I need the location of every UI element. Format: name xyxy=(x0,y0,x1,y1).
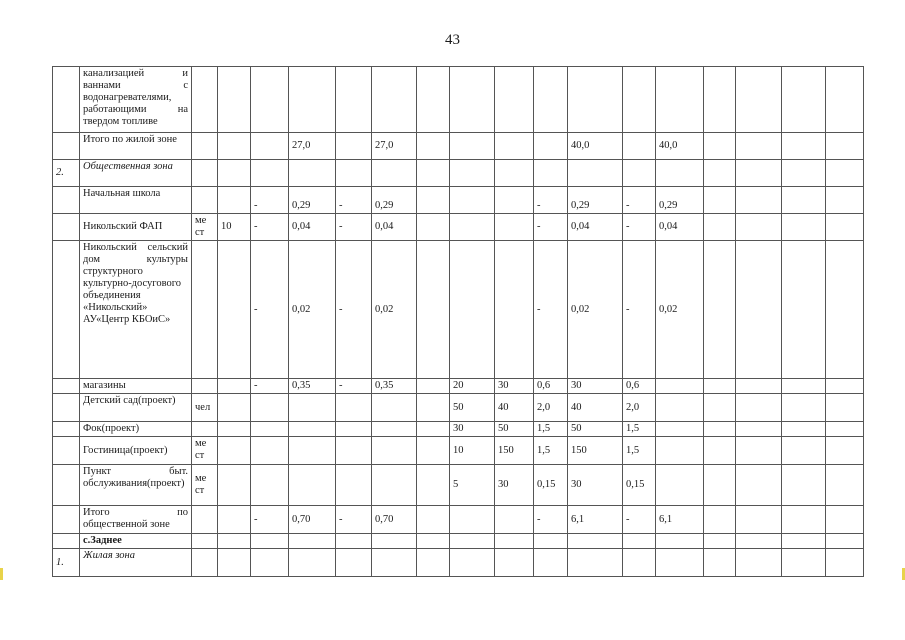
table-cell xyxy=(826,422,864,437)
data-table xyxy=(52,66,864,577)
table-cell xyxy=(495,549,534,577)
table-cell xyxy=(704,214,736,241)
table-cell xyxy=(826,133,864,160)
table-cell xyxy=(417,394,450,422)
table-cell xyxy=(736,187,782,214)
table-cell xyxy=(704,160,736,187)
table-cell xyxy=(568,160,623,187)
table-cell xyxy=(53,437,80,465)
table-cell xyxy=(417,534,450,549)
table-cell: 2. xyxy=(53,160,80,187)
table-cell: 40 xyxy=(568,394,623,422)
table-cell xyxy=(534,160,568,187)
table-row xyxy=(53,187,864,214)
table-cell xyxy=(417,214,450,241)
table-cell xyxy=(372,160,417,187)
table-cell xyxy=(826,549,864,577)
table-cell xyxy=(372,465,417,506)
table-cell: 2,0 xyxy=(534,394,568,422)
table-cell xyxy=(534,534,568,549)
table-cell xyxy=(623,549,656,577)
table-cell xyxy=(53,241,80,379)
table-cell xyxy=(336,394,372,422)
table-cell xyxy=(704,394,736,422)
table-cell: 2,0 xyxy=(623,394,656,422)
table-cell xyxy=(372,549,417,577)
table-cell xyxy=(53,187,80,214)
table-cell xyxy=(336,133,372,160)
table-cell xyxy=(495,160,534,187)
table-cell: 0,29 xyxy=(372,187,417,214)
table-cell xyxy=(289,549,336,577)
table-cell: - xyxy=(251,506,289,534)
table-cell: 1,5 xyxy=(534,437,568,465)
table-cell xyxy=(53,394,80,422)
table-cell xyxy=(417,187,450,214)
table-cell: 1,5 xyxy=(623,437,656,465)
table-cell xyxy=(417,549,450,577)
table-cell xyxy=(336,534,372,549)
table-cell: магазины xyxy=(80,379,192,394)
table-cell: Гостиница(проект) xyxy=(80,437,192,465)
table-cell xyxy=(736,214,782,241)
table-cell xyxy=(417,67,450,133)
table-cell: - xyxy=(623,506,656,534)
table-cell xyxy=(826,437,864,465)
table-cell xyxy=(289,534,336,549)
table-cell xyxy=(495,534,534,549)
table-cell: 0,35 xyxy=(372,379,417,394)
table-cell xyxy=(704,187,736,214)
table-cell xyxy=(417,379,450,394)
table-cell: - xyxy=(251,214,289,241)
table-row xyxy=(53,422,864,437)
table-cell xyxy=(704,379,736,394)
table-cell xyxy=(656,67,704,133)
table-cell: Никольский ФАП xyxy=(80,214,192,241)
table-cell xyxy=(251,437,289,465)
table-row xyxy=(53,394,864,422)
table-cell xyxy=(656,534,704,549)
table-cell xyxy=(218,506,251,534)
table-cell xyxy=(192,422,218,437)
table-cell: 0,02 xyxy=(568,241,623,379)
table-cell xyxy=(782,422,826,437)
table-cell: 0,02 xyxy=(656,241,704,379)
table-cell: 30 xyxy=(568,465,623,506)
table-cell: 0,35 xyxy=(289,379,336,394)
table-cell xyxy=(450,160,495,187)
page-number: 43 xyxy=(445,32,460,48)
table-cell: Детский сад(проект) xyxy=(80,394,192,422)
table-cell xyxy=(826,379,864,394)
table-cell xyxy=(704,549,736,577)
table-cell xyxy=(218,241,251,379)
table-cell: 1,5 xyxy=(623,422,656,437)
table-cell xyxy=(826,465,864,506)
table-cell: ме ст xyxy=(192,465,218,506)
table-cell xyxy=(704,465,736,506)
table-cell xyxy=(534,549,568,577)
table-row xyxy=(53,534,864,549)
table-cell xyxy=(192,549,218,577)
table-cell xyxy=(336,160,372,187)
table-cell: 0,6 xyxy=(623,379,656,394)
table-cell xyxy=(192,506,218,534)
table-cell xyxy=(826,506,864,534)
table-cell xyxy=(450,241,495,379)
table-cell: - xyxy=(336,379,372,394)
table-cell xyxy=(656,422,704,437)
table-cell: Общественная зона xyxy=(80,160,192,187)
table-cell xyxy=(251,465,289,506)
table-cell xyxy=(218,160,251,187)
table-cell xyxy=(336,422,372,437)
table-cell xyxy=(417,437,450,465)
table-cell xyxy=(372,67,417,133)
table-cell: Жилая зона xyxy=(80,549,192,577)
table-cell xyxy=(495,187,534,214)
table-cell: 0,15 xyxy=(623,465,656,506)
table-cell: - xyxy=(623,241,656,379)
table-cell xyxy=(704,67,736,133)
table-cell xyxy=(495,133,534,160)
table-cell: ме ст xyxy=(192,214,218,241)
table-cell: 0,02 xyxy=(372,241,417,379)
table-cell xyxy=(736,394,782,422)
table-cell xyxy=(534,67,568,133)
table-cell xyxy=(53,214,80,241)
table-cell xyxy=(568,549,623,577)
table-cell xyxy=(736,422,782,437)
table-cell xyxy=(251,133,289,160)
table-cell xyxy=(826,241,864,379)
table-cell xyxy=(782,465,826,506)
table-cell xyxy=(53,534,80,549)
table-cell xyxy=(736,67,782,133)
table-cell xyxy=(218,465,251,506)
table-row xyxy=(53,133,864,160)
table-cell: 0,04 xyxy=(656,214,704,241)
table-cell: 50 xyxy=(450,394,495,422)
table-cell: канализацией и ваннами с водонагревателями, работающими на твердом топливе xyxy=(80,67,192,133)
table-cell xyxy=(782,67,826,133)
table-cell: 5 xyxy=(450,465,495,506)
table-cell xyxy=(218,187,251,214)
table-cell: 1,5 xyxy=(534,422,568,437)
table-cell xyxy=(450,133,495,160)
table-cell: - xyxy=(336,506,372,534)
table-cell: 0,04 xyxy=(372,214,417,241)
table-cell xyxy=(417,506,450,534)
table-cell xyxy=(704,534,736,549)
table-cell xyxy=(289,160,336,187)
table-row xyxy=(53,241,864,379)
table-cell xyxy=(417,160,450,187)
table-cell: Итого по жилой зоне xyxy=(80,133,192,160)
table-cell: 0,70 xyxy=(289,506,336,534)
table-cell xyxy=(736,437,782,465)
table-cell: 0,02 xyxy=(289,241,336,379)
table-cell xyxy=(656,379,704,394)
table-cell xyxy=(251,422,289,437)
table-cell xyxy=(782,549,826,577)
table-row xyxy=(53,506,864,534)
table-cell xyxy=(336,549,372,577)
table-cell xyxy=(736,465,782,506)
table-cell xyxy=(736,379,782,394)
table-cell xyxy=(656,437,704,465)
table-cell: 1. xyxy=(53,549,80,577)
table-cell: Никольский сельский дом культуры структурного культурно-досугового объединения «Никольский» АУ«Центр КБОиС» xyxy=(80,241,192,379)
table-cell xyxy=(623,160,656,187)
table-cell: - xyxy=(251,379,289,394)
table-cell xyxy=(336,437,372,465)
table-cell xyxy=(218,394,251,422)
table-cell: - xyxy=(534,241,568,379)
table-cell xyxy=(736,534,782,549)
table-cell xyxy=(782,187,826,214)
table-cell xyxy=(826,214,864,241)
table-cell: 50 xyxy=(568,422,623,437)
table-cell: Пункт быт. обслуживания(проект) xyxy=(80,465,192,506)
table-cell: 50 xyxy=(495,422,534,437)
table-cell xyxy=(736,241,782,379)
table-cell xyxy=(417,133,450,160)
table-cell xyxy=(568,534,623,549)
table-cell xyxy=(251,160,289,187)
table-cell xyxy=(192,133,218,160)
table-cell xyxy=(289,465,336,506)
table-cell xyxy=(782,133,826,160)
table-cell: 20 xyxy=(450,379,495,394)
table-cell: 40,0 xyxy=(656,133,704,160)
table-cell: чел xyxy=(192,394,218,422)
table-cell xyxy=(782,214,826,241)
table-row xyxy=(53,437,864,465)
table-cell xyxy=(251,67,289,133)
table-cell xyxy=(53,422,80,437)
table-cell xyxy=(192,379,218,394)
table-cell xyxy=(450,534,495,549)
table-cell xyxy=(782,534,826,549)
table-cell xyxy=(704,241,736,379)
table-cell xyxy=(336,465,372,506)
table-cell: 6,1 xyxy=(656,506,704,534)
table-cell: 27,0 xyxy=(372,133,417,160)
table-cell: - xyxy=(534,214,568,241)
table-cell xyxy=(251,394,289,422)
table-cell: - xyxy=(534,506,568,534)
table-cell xyxy=(656,394,704,422)
table-cell: ме ст xyxy=(192,437,218,465)
table-cell xyxy=(826,394,864,422)
table-cell xyxy=(372,437,417,465)
table-cell xyxy=(450,506,495,534)
table-cell xyxy=(218,534,251,549)
table-cell xyxy=(192,187,218,214)
table-cell xyxy=(218,549,251,577)
table-cell xyxy=(372,394,417,422)
table-row xyxy=(53,549,864,577)
table-cell: - xyxy=(336,241,372,379)
table-cell: - xyxy=(336,187,372,214)
table-row xyxy=(53,67,864,133)
table-cell: 40,0 xyxy=(568,133,623,160)
table-cell xyxy=(372,422,417,437)
table-cell xyxy=(192,160,218,187)
table-cell xyxy=(251,534,289,549)
table-cell xyxy=(450,214,495,241)
table-cell xyxy=(450,187,495,214)
table-cell: 0,70 xyxy=(372,506,417,534)
table-cell xyxy=(450,67,495,133)
table-cell xyxy=(736,160,782,187)
table-cell: 10 xyxy=(218,214,251,241)
table-cell xyxy=(218,67,251,133)
table-cell xyxy=(704,133,736,160)
table-cell: 0,29 xyxy=(289,187,336,214)
table-cell: Итого по общественной зоне xyxy=(80,506,192,534)
table-cell xyxy=(495,241,534,379)
table-cell xyxy=(372,534,417,549)
table-cell xyxy=(218,422,251,437)
table-cell xyxy=(289,394,336,422)
table-cell: 0,04 xyxy=(289,214,336,241)
table-cell: - xyxy=(251,241,289,379)
table-cell: 0,6 xyxy=(534,379,568,394)
table-cell xyxy=(782,379,826,394)
table-cell: - xyxy=(623,187,656,214)
table-cell: - xyxy=(623,214,656,241)
table-cell xyxy=(251,549,289,577)
table-cell xyxy=(656,465,704,506)
table-cell xyxy=(782,160,826,187)
table-cell xyxy=(623,534,656,549)
table-cell xyxy=(826,534,864,549)
table-cell xyxy=(826,67,864,133)
table-cell xyxy=(289,422,336,437)
table-cell xyxy=(704,422,736,437)
table-cell xyxy=(289,67,336,133)
table-cell xyxy=(782,437,826,465)
table-cell: 30 xyxy=(495,465,534,506)
table-cell xyxy=(218,437,251,465)
table-cell xyxy=(192,241,218,379)
table-cell xyxy=(218,379,251,394)
table-cell xyxy=(623,67,656,133)
table-cell xyxy=(192,534,218,549)
table-cell xyxy=(736,506,782,534)
table-cell: 0,29 xyxy=(656,187,704,214)
table-cell: - xyxy=(251,187,289,214)
table-cell xyxy=(495,214,534,241)
table-cell xyxy=(336,67,372,133)
table-cell xyxy=(704,506,736,534)
table-cell xyxy=(192,67,218,133)
table-cell: 10 xyxy=(450,437,495,465)
table-cell xyxy=(568,67,623,133)
table-cell: 30 xyxy=(568,379,623,394)
scan-edge-mark xyxy=(0,568,3,580)
table-cell: 0,29 xyxy=(568,187,623,214)
table-cell: 27,0 xyxy=(289,133,336,160)
table-cell: 40 xyxy=(495,394,534,422)
table-cell: - xyxy=(336,214,372,241)
table-cell: Начальная школа xyxy=(80,187,192,214)
table-cell xyxy=(289,437,336,465)
table-cell xyxy=(656,160,704,187)
table-cell: 150 xyxy=(568,437,623,465)
table-cell xyxy=(53,506,80,534)
table-cell xyxy=(704,437,736,465)
table-cell xyxy=(736,133,782,160)
table-cell: 0,04 xyxy=(568,214,623,241)
table-cell xyxy=(736,549,782,577)
table-cell: 30 xyxy=(450,422,495,437)
table-row xyxy=(53,465,864,506)
table-row xyxy=(53,379,864,394)
table-cell xyxy=(826,187,864,214)
table-cell xyxy=(53,379,80,394)
table-cell xyxy=(417,241,450,379)
table-cell xyxy=(417,422,450,437)
table-cell xyxy=(782,394,826,422)
table-cell: Фок(проект) xyxy=(80,422,192,437)
table-cell xyxy=(218,133,251,160)
table-cell: 6,1 xyxy=(568,506,623,534)
table-cell: с.Заднее xyxy=(80,534,192,549)
table-cell xyxy=(53,67,80,133)
table-cell: 0,15 xyxy=(534,465,568,506)
table-cell xyxy=(495,506,534,534)
table-cell: 30 xyxy=(495,379,534,394)
table-cell xyxy=(450,549,495,577)
table-cell: - xyxy=(534,187,568,214)
table-cell xyxy=(417,465,450,506)
table-cell xyxy=(495,67,534,133)
table-row xyxy=(53,214,864,241)
table-cell xyxy=(623,133,656,160)
table-cell: 150 xyxy=(495,437,534,465)
table-cell xyxy=(782,506,826,534)
table-row xyxy=(53,160,864,187)
table-cell xyxy=(782,241,826,379)
table-cell xyxy=(53,465,80,506)
table-cell xyxy=(656,549,704,577)
table-cell xyxy=(534,133,568,160)
table-cell xyxy=(53,133,80,160)
table-cell xyxy=(826,160,864,187)
